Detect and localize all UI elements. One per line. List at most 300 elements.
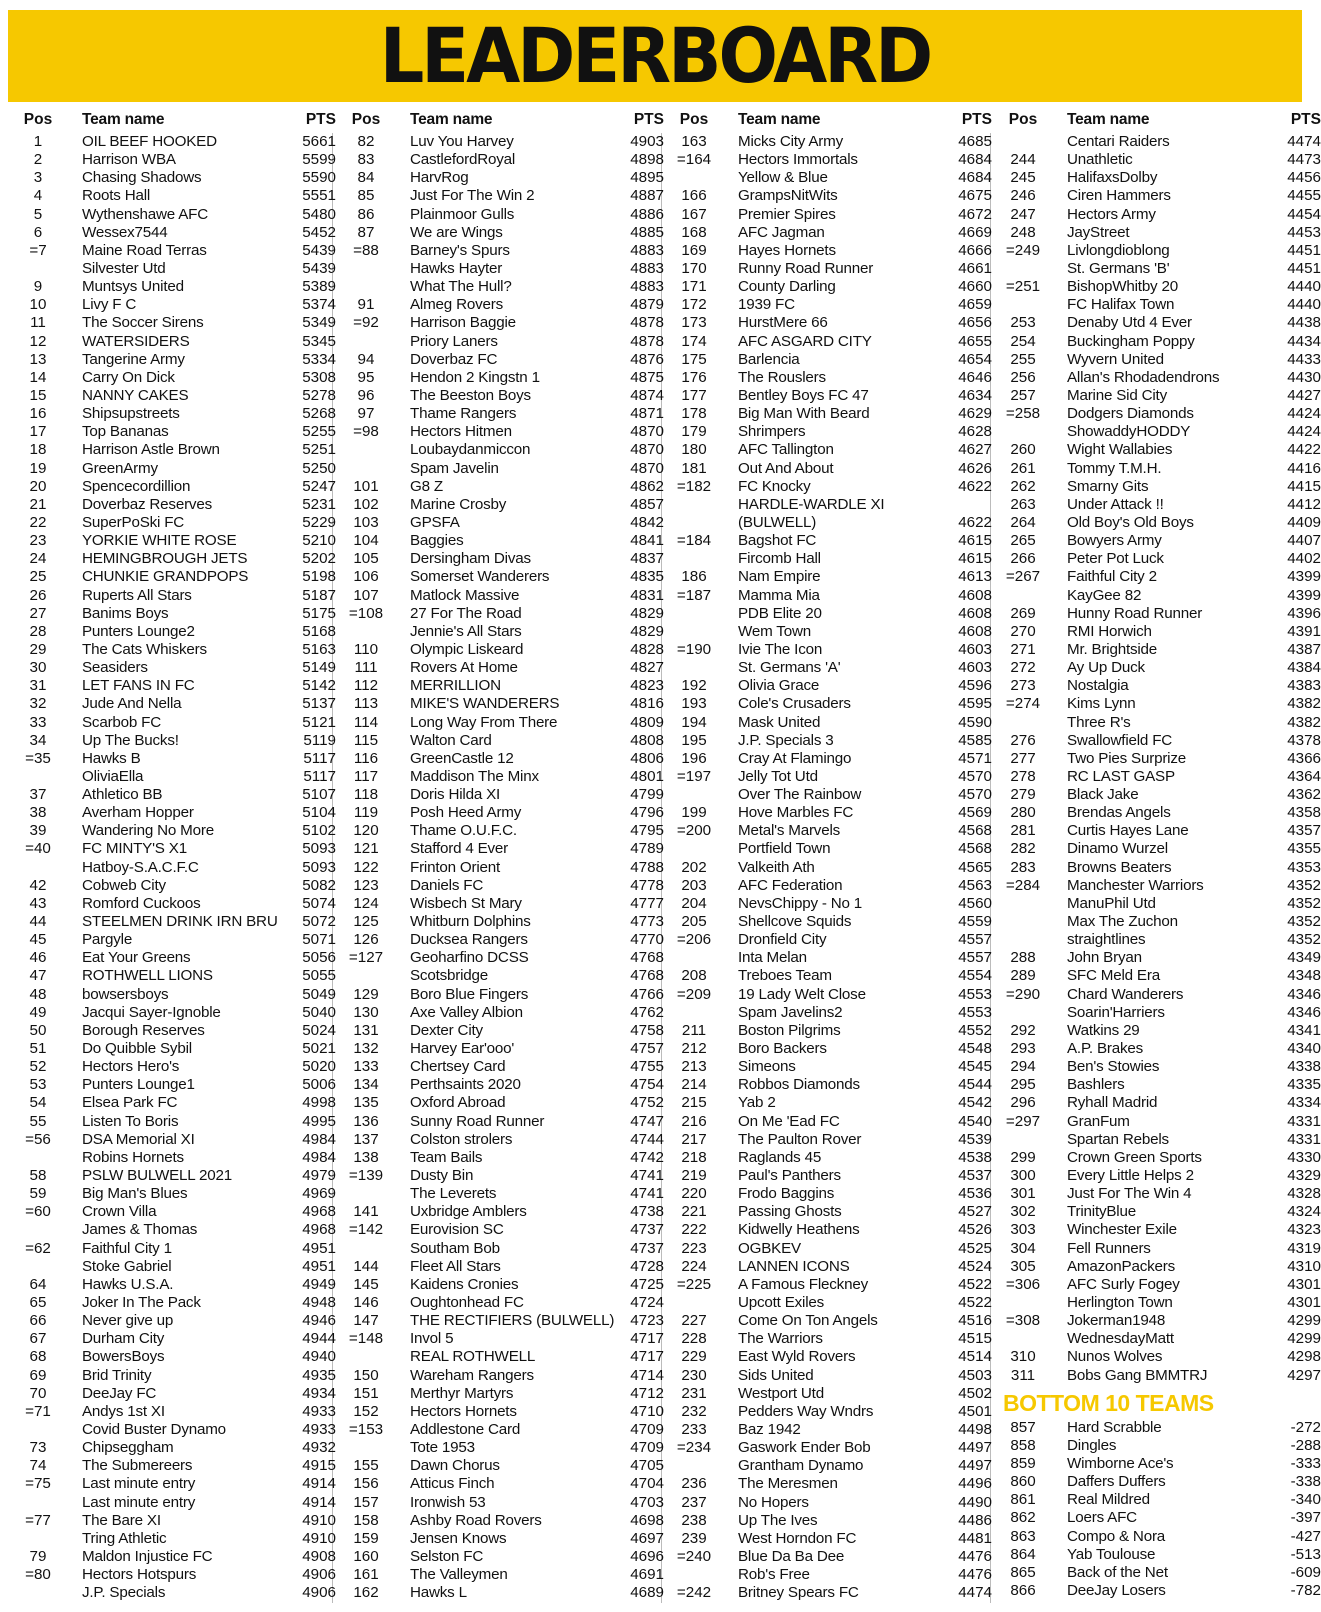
row-position: 129 xyxy=(353,985,379,1003)
row-points: 4870 xyxy=(630,459,664,477)
row-team-name: Punters Lounge1 xyxy=(82,1076,195,1094)
row-team-name: Carry On Dick xyxy=(82,368,175,386)
row-position: 218 xyxy=(681,1148,707,1166)
row-position xyxy=(18,768,58,786)
table-row xyxy=(346,314,664,332)
row-position: 150 xyxy=(353,1366,379,1384)
row-team-name: Yellow & Blue xyxy=(738,169,828,187)
row-position: 120 xyxy=(353,822,379,840)
row-position: 288 xyxy=(1010,949,1036,967)
row-points: 4876 xyxy=(630,350,664,368)
row-position: 223 xyxy=(681,1239,707,1257)
row-team-name: BishopWhitby 20 xyxy=(1067,278,1178,296)
row-team-name: Jelly Tot Utd xyxy=(738,767,818,785)
row-team-name: Almeg Rovers xyxy=(410,296,503,314)
row-team-name: WednesdayMatt xyxy=(1067,1330,1174,1348)
row-points: 4770 xyxy=(630,931,664,949)
table-row xyxy=(346,1566,664,1584)
table-row xyxy=(18,278,336,296)
table-row xyxy=(1003,840,1321,858)
table-row xyxy=(346,169,664,187)
row-team-name: Swallowfield FC xyxy=(1067,731,1173,749)
table-row xyxy=(346,405,664,423)
row-team-name: Tangerine Army xyxy=(82,350,185,368)
row-points: 4762 xyxy=(630,1003,664,1021)
row-position: =71 xyxy=(25,1402,51,1420)
row-team-name: Covid Buster Dynamo xyxy=(82,1420,226,1438)
row-position: 104 xyxy=(353,532,379,550)
row-team-name: Shellcove Squids xyxy=(738,913,852,931)
row-position: 167 xyxy=(681,205,707,223)
row-points: 5389 xyxy=(302,278,336,296)
row-team-name: Black Jake xyxy=(1067,786,1139,804)
row-points: 5071 xyxy=(302,931,336,949)
table-row xyxy=(674,623,992,641)
table-row xyxy=(1003,659,1321,677)
row-position: 205 xyxy=(681,913,707,931)
row-team-name: County Darling xyxy=(738,278,836,296)
row-position xyxy=(346,1240,386,1258)
row-points: 4831 xyxy=(630,586,664,604)
row-team-name: Max The Zuchon xyxy=(1067,913,1178,931)
table-row xyxy=(1003,1040,1321,1058)
row-team-name: Three R's xyxy=(1067,713,1131,731)
table-row xyxy=(346,1348,664,1366)
row-points: 4704 xyxy=(630,1475,664,1493)
row-team-name: The Beeston Boys xyxy=(410,386,531,404)
row-points: 4474 xyxy=(1287,133,1321,150)
row-position: 195 xyxy=(681,731,707,749)
row-team-name: The Valleymen xyxy=(410,1566,508,1584)
row-position: 239 xyxy=(681,1529,707,1547)
row-position: 305 xyxy=(1010,1257,1036,1275)
row-points: 4502 xyxy=(958,1384,992,1402)
row-team-name: Athletico BB xyxy=(82,786,163,804)
row-team-name: Sids United xyxy=(738,1366,814,1384)
row-team-name: 19 Lady Welt Close xyxy=(738,985,866,1003)
row-points: 4829 xyxy=(630,604,664,622)
row-position: 68 xyxy=(29,1348,47,1366)
row-position xyxy=(1003,1131,1043,1149)
row-team-name: HurstMere 66 xyxy=(738,314,828,332)
row-position: 69 xyxy=(29,1366,47,1384)
table-row xyxy=(346,1149,664,1167)
table-row xyxy=(18,1367,336,1385)
row-team-name: GrampsNitWits xyxy=(738,187,838,205)
row-team-name: AFC Jagman xyxy=(738,223,825,241)
leaderboard-column xyxy=(674,109,992,1602)
table-row xyxy=(1003,587,1321,605)
row-position: 301 xyxy=(1010,1185,1036,1203)
row-team-name: Pargyle xyxy=(82,931,133,949)
row-team-name: OGBKEV xyxy=(738,1239,801,1257)
row-points: 4744 xyxy=(630,1130,664,1148)
row-position xyxy=(1003,423,1043,441)
table-row xyxy=(674,1584,992,1602)
table-row xyxy=(346,1457,664,1475)
row-position xyxy=(1003,714,1043,732)
table-row xyxy=(18,1403,336,1421)
row-position: 203 xyxy=(681,876,707,894)
row-position: 244 xyxy=(1010,151,1036,169)
row-points: 5107 xyxy=(302,786,336,804)
row-team-name: PSLW BULWELL 2021 xyxy=(82,1167,232,1185)
row-position: 59 xyxy=(29,1185,47,1203)
row-points: 4299 xyxy=(1287,1330,1321,1348)
row-points: 4537 xyxy=(958,1167,992,1185)
row-points: 4622 xyxy=(958,513,992,531)
table-row xyxy=(1003,532,1321,550)
row-position: =80 xyxy=(25,1566,51,1584)
table-row xyxy=(674,804,992,822)
row-points: 4299 xyxy=(1287,1312,1321,1330)
table-row xyxy=(1003,1094,1321,1112)
table-row xyxy=(674,1566,992,1584)
row-team-name: DSA Memorial XI xyxy=(82,1130,195,1148)
row-team-name: Jude And Nella xyxy=(82,695,182,713)
row-team-name: Spam Javelins2 xyxy=(738,1003,843,1021)
table-row xyxy=(1003,169,1321,187)
row-team-name: OIL BEEF HOOKED xyxy=(82,133,217,150)
row-points: 4703 xyxy=(630,1493,664,1511)
table-row xyxy=(346,1167,664,1185)
row-position: 227 xyxy=(681,1312,707,1330)
row-team-name: Seasiders xyxy=(82,659,148,677)
table-row xyxy=(346,1203,664,1221)
row-points: 4565 xyxy=(958,858,992,876)
table-row xyxy=(674,587,992,605)
row-team-name: Averham Hopper xyxy=(82,804,194,822)
row-team-name: Somerset Wanderers xyxy=(410,568,550,586)
table-row xyxy=(1003,1203,1321,1221)
table-row xyxy=(1003,895,1321,913)
row-points: 4608 xyxy=(958,586,992,604)
row-position: 147 xyxy=(353,1312,379,1330)
table-row xyxy=(1003,387,1321,405)
row-points: 5175 xyxy=(302,604,336,622)
row-position: 155 xyxy=(353,1457,379,1475)
row-position: 278 xyxy=(1010,767,1036,785)
row-position: 860 xyxy=(1010,1473,1036,1491)
row-team-name: Curtis Hayes Lane xyxy=(1067,822,1189,840)
row-position: 134 xyxy=(353,1076,379,1094)
table-row xyxy=(346,1294,664,1312)
table-row xyxy=(346,859,664,877)
row-team-name: Just For The Win 2 xyxy=(410,187,535,205)
row-points: 4737 xyxy=(630,1239,664,1257)
row-points: 4747 xyxy=(630,1112,664,1130)
row-position: 204 xyxy=(681,894,707,912)
row-position xyxy=(674,623,714,641)
table-row xyxy=(346,1312,664,1330)
row-team-name: HARDLE-WARDLE XI xyxy=(738,495,885,513)
row-points: 4615 xyxy=(958,532,992,550)
table-row xyxy=(674,369,992,387)
row-position: 159 xyxy=(353,1529,379,1547)
row-points: 4741 xyxy=(630,1167,664,1185)
row-position: 14 xyxy=(29,368,47,386)
row-points: 4741 xyxy=(630,1185,664,1203)
row-team-name: Boro Backers xyxy=(738,1040,827,1058)
row-points: -513 xyxy=(1290,1545,1321,1563)
row-points: 4758 xyxy=(630,1021,664,1039)
table-row xyxy=(674,423,992,441)
row-points: 4362 xyxy=(1287,786,1321,804)
row-position: 175 xyxy=(681,350,707,368)
row-team-name: Livlongdioblong xyxy=(1067,241,1170,259)
row-points: 4675 xyxy=(958,187,992,205)
row-team-name: Chard Wanderers xyxy=(1067,985,1184,1003)
row-points: 4615 xyxy=(958,550,992,568)
table-row xyxy=(674,750,992,768)
row-team-name: Harrison Astle Brown xyxy=(82,441,220,459)
row-team-name: Browns Beaters xyxy=(1067,858,1172,876)
row-team-name: Ryhall Madrid xyxy=(1067,1094,1158,1112)
table-row xyxy=(18,967,336,985)
row-team-name: Elsea Park FC xyxy=(82,1094,178,1112)
row-team-name: Hawks L xyxy=(410,1584,467,1602)
row-points: 4383 xyxy=(1287,677,1321,695)
table-row xyxy=(346,187,664,205)
table-row xyxy=(346,151,664,169)
row-position: 47 xyxy=(29,967,47,985)
table-row xyxy=(18,605,336,623)
header-pos: Pos xyxy=(23,111,53,128)
table-row xyxy=(346,242,664,260)
table-row xyxy=(18,133,336,151)
row-position: 194 xyxy=(681,713,707,731)
row-position: 211 xyxy=(681,1021,707,1039)
table-row xyxy=(674,986,992,1004)
table-row xyxy=(18,1185,336,1203)
row-points: 4545 xyxy=(958,1058,992,1076)
row-team-name: Up The Bucks! xyxy=(82,731,179,749)
row-team-name: Robins Hornets xyxy=(82,1148,184,1166)
table-row xyxy=(18,405,336,423)
table-row xyxy=(1003,260,1321,278)
row-points: 4570 xyxy=(958,767,992,785)
table-row xyxy=(674,877,992,895)
table-row xyxy=(18,1512,336,1530)
row-position: 237 xyxy=(681,1493,707,1511)
row-points: 4603 xyxy=(958,640,992,658)
row-position: 865 xyxy=(1010,1563,1036,1581)
table-row xyxy=(674,314,992,332)
row-team-name: The Cats Whiskers xyxy=(82,640,207,658)
row-position: 110 xyxy=(353,640,379,658)
row-team-name: ShowaddyHODDY xyxy=(1067,423,1191,441)
row-position: =142 xyxy=(348,1221,384,1239)
row-position xyxy=(1003,587,1043,605)
row-team-name: Colston strolers xyxy=(410,1130,513,1148)
row-points: 4870 xyxy=(630,441,664,459)
row-points: 4538 xyxy=(958,1148,992,1166)
table-row xyxy=(346,677,664,695)
row-team-name: Ashby Road Rovers xyxy=(410,1511,542,1529)
table-row xyxy=(346,1022,664,1040)
row-points: 4915 xyxy=(302,1457,336,1475)
table-row xyxy=(346,1258,664,1276)
row-team-name: Spencecordillion xyxy=(82,477,191,495)
row-position: 101 xyxy=(353,477,379,495)
table-row xyxy=(346,877,664,895)
table-row xyxy=(18,750,336,768)
table-row xyxy=(346,641,664,659)
table-row xyxy=(18,1294,336,1312)
table-row xyxy=(1003,351,1321,369)
row-points: 4498 xyxy=(958,1420,992,1438)
row-points: 5255 xyxy=(302,423,336,441)
row-points: 4946 xyxy=(302,1312,336,1330)
row-team-name: Tring Athletic xyxy=(82,1529,167,1547)
row-team-name: Spartan Rebels xyxy=(1067,1130,1169,1148)
row-position: 145 xyxy=(353,1275,379,1293)
row-position: 192 xyxy=(681,677,707,695)
row-position: 23 xyxy=(29,532,47,550)
row-team-name: Watkins 29 xyxy=(1067,1021,1140,1039)
row-position: 9 xyxy=(33,278,43,296)
row-team-name: Faithful City 1 xyxy=(82,1239,172,1257)
table-row xyxy=(1003,568,1321,586)
row-team-name: Wight Wallabies xyxy=(1067,441,1173,459)
row-team-name: Wisbech St Mary xyxy=(410,894,522,912)
row-position: 245 xyxy=(1010,169,1036,187)
row-points: 5049 xyxy=(302,985,336,1003)
row-position: 67 xyxy=(29,1330,47,1348)
row-team-name: Marine Sid City xyxy=(1067,386,1167,404)
header-pts: PTS xyxy=(1290,111,1321,128)
table-row xyxy=(1003,278,1321,296)
row-position: 281 xyxy=(1010,822,1036,840)
row-team-name: Boro Blue Fingers xyxy=(410,985,529,1003)
row-position xyxy=(1003,260,1043,278)
row-position: 862 xyxy=(1010,1509,1036,1527)
row-points: 4434 xyxy=(1287,332,1321,350)
row-position: 144 xyxy=(353,1257,379,1275)
row-points: 4914 xyxy=(302,1493,336,1511)
row-points: 4501 xyxy=(958,1402,992,1420)
row-team-name: Every Little Helps 2 xyxy=(1067,1167,1194,1185)
row-points: 5119 xyxy=(303,731,336,749)
row-team-name: Bowyers Army xyxy=(1067,532,1162,550)
row-points: 4709 xyxy=(630,1439,664,1457)
table-row xyxy=(18,931,336,949)
table-row xyxy=(674,387,992,405)
row-team-name: Hawks Hayter xyxy=(410,259,503,277)
row-points: -340 xyxy=(1290,1491,1321,1509)
row-position: 13 xyxy=(29,350,47,368)
table-row xyxy=(18,840,336,858)
row-team-name: Wandering No More xyxy=(82,822,214,840)
table-row xyxy=(674,187,992,205)
row-team-name: Shipsupstreets xyxy=(82,405,180,423)
table-row xyxy=(18,1276,336,1294)
row-team-name: Durham City xyxy=(82,1330,165,1348)
row-points: 4626 xyxy=(958,459,992,477)
row-points: 5251 xyxy=(302,441,336,459)
table-row xyxy=(1003,786,1321,804)
row-points: 4773 xyxy=(630,913,664,931)
row-position: 859 xyxy=(1010,1454,1036,1472)
row-points: 4933 xyxy=(302,1420,336,1438)
row-position: 257 xyxy=(1010,386,1036,404)
row-points: 4712 xyxy=(630,1384,664,1402)
table-row xyxy=(18,532,336,550)
row-points: 4862 xyxy=(630,477,664,495)
table-row xyxy=(18,333,336,351)
row-position: 256 xyxy=(1010,368,1036,386)
header-pos: Pos xyxy=(1008,111,1038,128)
row-position xyxy=(346,278,386,296)
row-position: 170 xyxy=(681,259,707,277)
row-position: =240 xyxy=(676,1547,712,1565)
row-points: 4835 xyxy=(630,568,664,586)
row-points: 4757 xyxy=(630,1040,664,1058)
row-points: 5202 xyxy=(302,550,336,568)
row-points: 4319 xyxy=(1287,1239,1321,1257)
row-points: 4685 xyxy=(958,133,992,150)
table-row xyxy=(346,1475,664,1493)
row-team-name: Wem Town xyxy=(738,622,811,640)
table-row xyxy=(18,1094,336,1112)
row-points: 4515 xyxy=(958,1330,992,1348)
row-points: 4416 xyxy=(1287,459,1321,477)
row-points: 5551 xyxy=(302,187,336,205)
row-position: 261 xyxy=(1010,459,1036,477)
row-team-name: The Submereers xyxy=(82,1457,193,1475)
row-points: 4984 xyxy=(302,1148,336,1166)
row-team-name: Fircomb Hall xyxy=(738,550,821,568)
row-points: 4608 xyxy=(958,604,992,622)
row-team-name: Rob's Free xyxy=(738,1566,810,1584)
row-team-name: Westport Utd xyxy=(738,1384,824,1402)
header-pos: Pos xyxy=(679,111,709,128)
table-row xyxy=(1003,641,1321,659)
table-row xyxy=(674,1457,992,1475)
row-team-name: Dingles xyxy=(1067,1436,1117,1454)
row-points: 4335 xyxy=(1287,1076,1321,1094)
row-position: 272 xyxy=(1010,659,1036,677)
row-points: 5093 xyxy=(302,840,336,858)
row-points: 4871 xyxy=(630,405,664,423)
row-points: 5268 xyxy=(302,405,336,423)
row-team-name: Premier Spires xyxy=(738,205,836,223)
row-position: =242 xyxy=(676,1584,712,1602)
row-points: 4951 xyxy=(302,1239,336,1257)
table-row xyxy=(346,1221,664,1239)
row-points: 5308 xyxy=(302,368,336,386)
row-team-name: Hawks B xyxy=(82,749,141,767)
row-team-name: Kims Lynn xyxy=(1067,695,1136,713)
row-position: 133 xyxy=(353,1058,379,1076)
table-row xyxy=(18,568,336,586)
row-position: 221 xyxy=(681,1203,707,1221)
row-points: 5006 xyxy=(302,1076,336,1094)
row-points: 4669 xyxy=(958,223,992,241)
row-team-name: Inta Melan xyxy=(738,949,807,967)
row-team-name: Do Quibble Sybil xyxy=(82,1040,192,1058)
row-points: 4378 xyxy=(1287,731,1321,749)
row-position xyxy=(674,514,714,532)
row-team-name: CastlefordRoyal xyxy=(410,151,516,169)
row-team-name: Compo & Nora xyxy=(1067,1527,1166,1545)
table-row xyxy=(1003,750,1321,768)
row-position: 208 xyxy=(681,967,707,985)
row-points: 5374 xyxy=(302,296,336,314)
row-team-name: What The Hull? xyxy=(410,278,512,296)
table-row xyxy=(674,1439,992,1457)
row-team-name: Denaby Utd 4 Ever xyxy=(1067,314,1192,332)
